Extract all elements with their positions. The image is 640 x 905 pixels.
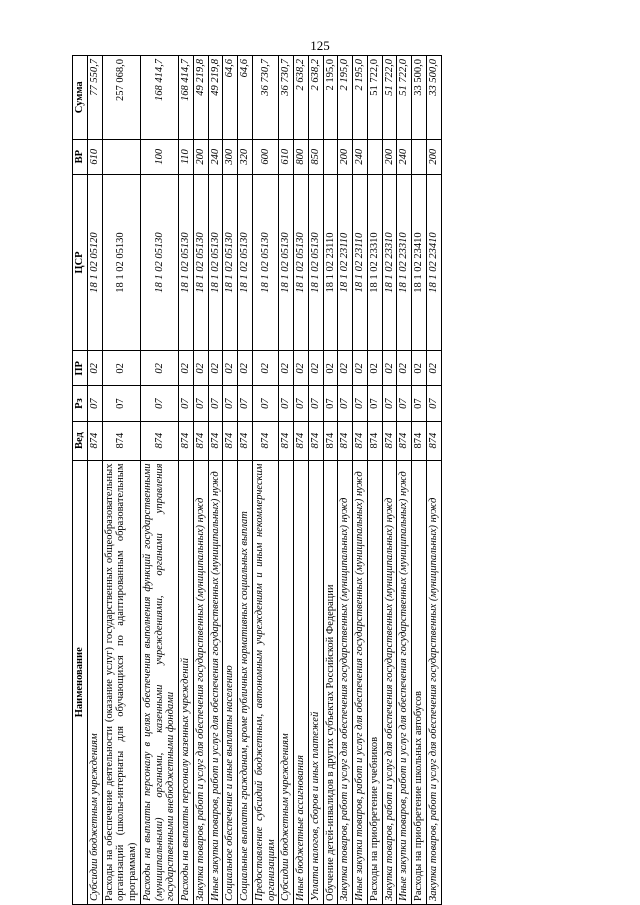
cell-csr: 18 1 02 05130: [102, 174, 140, 350]
cell-pr: 02: [338, 351, 353, 386]
cell-ved: 874: [193, 421, 208, 460]
cell-sum: 33 500,0: [426, 56, 441, 140]
cell-vr: [323, 139, 338, 174]
cell-rz: 07: [179, 386, 194, 421]
cell-csr: 18 1 02 05130: [238, 174, 253, 350]
cell-name: Иные закупки товаров, работ и услуг для обеспечения государственных (муниципальных) нужд: [353, 460, 368, 904]
cell-vr: 100: [140, 139, 178, 174]
table-body: [87, 56, 441, 905]
table-row: [87, 56, 102, 905]
cell-sum: 49 219,8: [208, 56, 223, 140]
cell-pr: 02: [353, 351, 368, 386]
cell-sum: 2 195,0: [338, 56, 353, 140]
budget-table: [72, 55, 442, 905]
cell-rz: 07: [208, 386, 223, 421]
cell-pr: 02: [294, 351, 309, 386]
table-row: [294, 56, 309, 905]
table-row: [353, 56, 368, 905]
cell-ved: 874: [179, 421, 194, 460]
cell-csr: 18 1 02 23310: [397, 174, 412, 350]
table-row: [279, 56, 294, 905]
cell-csr: 18 1 02 05130: [308, 174, 323, 350]
cell-rz: 07: [382, 386, 397, 421]
cell-csr: 18 1 02 05130: [279, 174, 294, 350]
cell-ved: 874: [252, 421, 279, 460]
cell-ved: 874: [140, 421, 178, 460]
cell-vr: 240: [397, 139, 412, 174]
cell-name: Предоставление субсидий бюджетным, автономным учреждениям и иным некоммерческим организациям: [252, 460, 279, 904]
cell-csr: 18 1 02 05130: [252, 174, 279, 350]
cell-vr: [367, 139, 382, 174]
cell-pr: 02: [179, 351, 194, 386]
cell-sum: 49 219,8: [193, 56, 208, 140]
cell-pr: 02: [223, 351, 238, 386]
cell-rz: 07: [338, 386, 353, 421]
cell-pr: 02: [308, 351, 323, 386]
table-row: [193, 56, 208, 905]
cell-name: Иные закупки товаров, работ и услуг для обеспечения государственных (муниципальных) нужд: [397, 460, 412, 904]
cell-vr: 600: [252, 139, 279, 174]
cell-ved: 874: [412, 421, 427, 460]
cell-rz: 07: [367, 386, 382, 421]
table-row: [426, 56, 441, 905]
cell-vr: 110: [179, 139, 194, 174]
cell-sum: 36 730,7: [252, 56, 279, 140]
header-sum: Сумма: [73, 56, 88, 140]
cell-vr: 240: [353, 139, 368, 174]
cell-ved: 874: [294, 421, 309, 460]
header-csr: ЦСР: [73, 174, 88, 350]
cell-name: Обучение детей-инвалидов в других субъектах Российской Федерации: [323, 460, 338, 904]
cell-pr: 02: [397, 351, 412, 386]
cell-csr: 18 1 02 05120: [87, 174, 102, 350]
cell-csr: 18 1 02 05130: [208, 174, 223, 350]
cell-sum: 168 414,7: [179, 56, 194, 140]
cell-pr: 02: [208, 351, 223, 386]
cell-sum: 51 722,0: [382, 56, 397, 140]
cell-name: Социальные выплаты гражданам, кроме публичных нормативных социальных выплат: [238, 460, 253, 904]
cell-name: Закупка товаров, работ и услуг для обеспечения государственных (муниципальных) нужд: [338, 460, 353, 904]
table-row: [252, 56, 279, 905]
cell-vr: [102, 139, 140, 174]
cell-sum: 64,6: [223, 56, 238, 140]
cell-name: Расходы на приобретение учебников: [367, 460, 382, 904]
table-row: [223, 56, 238, 905]
cell-sum: 2 638,2: [308, 56, 323, 140]
header-ved: Вед: [73, 421, 88, 460]
cell-pr: 02: [140, 351, 178, 386]
cell-rz: 07: [279, 386, 294, 421]
cell-sum: 51 722,0: [397, 56, 412, 140]
cell-ved: 874: [367, 421, 382, 460]
cell-csr: 18 1 02 23110: [338, 174, 353, 350]
cell-rz: 07: [193, 386, 208, 421]
table-row: [397, 56, 412, 905]
cell-rz: 07: [294, 386, 309, 421]
cell-sum: 33 500,0: [412, 56, 427, 140]
cell-pr: 02: [193, 351, 208, 386]
cell-ved: 874: [279, 421, 294, 460]
cell-name: Уплата налогов, сборов и иных платежей: [308, 460, 323, 904]
cell-csr: 18 1 02 23110: [353, 174, 368, 350]
cell-vr: 610: [87, 139, 102, 174]
cell-name: Расходы на выплаты персоналу казенных учреждений: [179, 460, 194, 904]
header-rz: Рз: [73, 386, 88, 421]
cell-rz: 07: [353, 386, 368, 421]
cell-pr: 02: [252, 351, 279, 386]
cell-pr: 02: [367, 351, 382, 386]
cell-sum: 2 195,0: [353, 56, 368, 140]
table-row: [323, 56, 338, 905]
cell-vr: 200: [426, 139, 441, 174]
cell-vr: 200: [338, 139, 353, 174]
cell-name: Закупка товаров, работ и услуг для обеспечения государственных (муниципальных) нужд: [426, 460, 441, 904]
cell-pr: 02: [238, 351, 253, 386]
cell-ved: 874: [87, 421, 102, 460]
cell-csr: 18 1 02 23310: [367, 174, 382, 350]
cell-csr: 18 1 02 05130: [294, 174, 309, 350]
cell-ved: 874: [102, 421, 140, 460]
cell-ved: 874: [238, 421, 253, 460]
cell-ved: 874: [223, 421, 238, 460]
table-row: [338, 56, 353, 905]
cell-vr: 200: [193, 139, 208, 174]
cell-csr: 18 1 02 23410: [412, 174, 427, 350]
cell-pr: 02: [426, 351, 441, 386]
cell-rz: 07: [238, 386, 253, 421]
cell-csr: 18 1 02 05130: [193, 174, 208, 350]
cell-sum: 2 638,2: [294, 56, 309, 140]
header-vr: ВР: [73, 139, 88, 174]
cell-rz: 07: [87, 386, 102, 421]
cell-rz: 07: [397, 386, 412, 421]
cell-csr: 18 1 02 05130: [179, 174, 194, 350]
cell-pr: 02: [102, 351, 140, 386]
cell-ved: 874: [426, 421, 441, 460]
cell-vr: 320: [238, 139, 253, 174]
cell-sum: 77 550,7: [87, 56, 102, 140]
cell-name: Расходы на приобретение школьных автобусов: [412, 460, 427, 904]
cell-name: Расходы на выплаты персоналу в целях обеспечения выполнения функций государственными (муниципальными) органами, казенными учреждениями, органами управления государственными внебюджетными фондами: [140, 460, 178, 904]
cell-rz: 07: [252, 386, 279, 421]
cell-name: Социальное обеспечение и иные выплаты населению: [223, 460, 238, 904]
cell-rz: 07: [412, 386, 427, 421]
cell-sum: 257 068,0: [102, 56, 140, 140]
page-number: 125: [310, 38, 330, 53]
cell-rz: 07: [308, 386, 323, 421]
cell-name: Закупка товаров, работ и услуг для обеспечения государственных (муниципальных) нужд: [193, 460, 208, 904]
cell-vr: [412, 139, 427, 174]
cell-csr: 18 1 02 23310: [382, 174, 397, 350]
cell-sum: 51 722,0: [367, 56, 382, 140]
cell-name: Закупка товаров, работ и услуг для обеспечения государственных (муниципальных) нужд: [382, 460, 397, 904]
cell-csr: 18 1 02 23110: [323, 174, 338, 350]
cell-pr: 02: [323, 351, 338, 386]
cell-ved: 874: [323, 421, 338, 460]
cell-vr: 240: [208, 139, 223, 174]
cell-ved: 874: [382, 421, 397, 460]
cell-csr: 18 1 02 05130: [140, 174, 178, 350]
table-row: [179, 56, 194, 905]
table-header-row: [73, 56, 88, 905]
cell-ved: 874: [208, 421, 223, 460]
cell-ved: 874: [353, 421, 368, 460]
cell-pr: 02: [412, 351, 427, 386]
cell-pr: 02: [87, 351, 102, 386]
table-row: [412, 56, 427, 905]
cell-vr: 850: [308, 139, 323, 174]
cell-vr: 300: [223, 139, 238, 174]
cell-pr: 02: [279, 351, 294, 386]
rotated-table-container: [72, 55, 582, 905]
cell-ved: 874: [338, 421, 353, 460]
header-pr: ПР: [73, 351, 88, 386]
cell-csr: 18 1 02 23410: [426, 174, 441, 350]
cell-name: Иные бюджетные ассигнования: [294, 460, 309, 904]
cell-name: Расходы на обеспечение деятельности (оказание услуг) государственных общеобразовательных организаций (школы-интернаты для обучающихся по адаптированным образовательным программам): [102, 460, 140, 904]
cell-rz: 07: [323, 386, 338, 421]
cell-vr: 200: [382, 139, 397, 174]
table-row: [367, 56, 382, 905]
cell-rz: 07: [223, 386, 238, 421]
cell-csr: 18 1 02 05130: [223, 174, 238, 350]
cell-vr: 610: [279, 139, 294, 174]
cell-name: Субсидии бюджетным учреждениям: [87, 460, 102, 904]
table-row: [208, 56, 223, 905]
cell-rz: 07: [140, 386, 178, 421]
header-name: Наименование: [73, 460, 88, 904]
cell-name: Субсидии бюджетным учреждениям: [279, 460, 294, 904]
cell-sum: 36 730,7: [279, 56, 294, 140]
table-row: [238, 56, 253, 905]
table-row: [102, 56, 140, 905]
table-row: [308, 56, 323, 905]
cell-pr: 02: [382, 351, 397, 386]
cell-ved: 874: [397, 421, 412, 460]
cell-sum: 168 414,7: [140, 56, 178, 140]
table-row: [140, 56, 178, 905]
cell-sum: 2 195,0: [323, 56, 338, 140]
cell-sum: 64,6: [238, 56, 253, 140]
cell-rz: 07: [426, 386, 441, 421]
cell-rz: 07: [102, 386, 140, 421]
table-row: [382, 56, 397, 905]
cell-ved: 874: [308, 421, 323, 460]
cell-vr: 800: [294, 139, 309, 174]
cell-name: Иные закупки товаров, работ и услуг для обеспечения государственных (муниципальных) нужд: [208, 460, 223, 904]
